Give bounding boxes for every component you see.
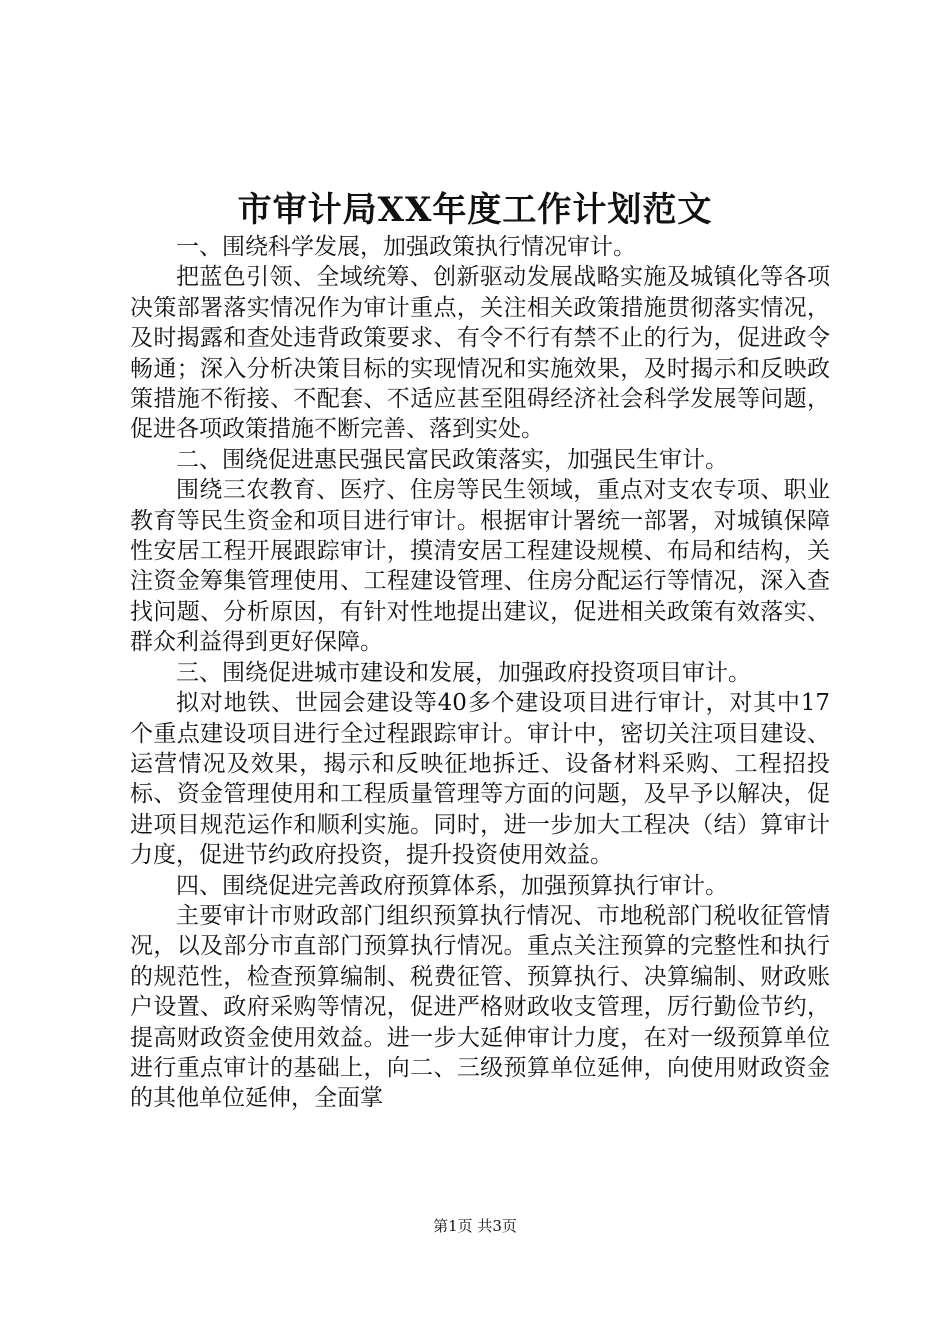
paragraph-2: 围绕三农教育、医疗、住房等民生领域，重点对支农专项、职业教育等民生资金和项目进行审计。根据审计署统一部署，对城镇保障性安居工程开展跟踪审计，摸清安居工程建设规模、布局和结构，关注资金筹集管理使用、工程建设管理、住房分配运行等情况，深入查找问题、分析原因，有针对性地提出建议，促进相关政策有效落实、群众利益得到更好保障。 [130,477,830,656]
page-number-footer: 第1页 共3页 [433,1217,517,1235]
document-title: 市审计局XX年度工作计划范文 [237,190,713,230]
section-heading-1: 一、围绕科学发展，加强政策执行情况审计。 [176,234,636,260]
document-body [130,232,830,1114]
paragraph-3: 拟对地铁、世园会建设等40多个建设项目进行审计，对其中17个重点建设项目进行全过程跟踪审计。审计中，密切关注项目建设、运营情况及效果，揭示和反映征地拆迁、设备材料采购、工程招投标、资金管理使用和工程质量管理等方面的问题，及早予以解决，促进项目规范运作和顺利实施。同时，进一步加大工程决（结）算审计力度，促进节约政府投资，提升投资使用效益。 [130,690,830,869]
paragraph-4: 主要审计市财政部门组织预算执行情况、市地税部门税收征管情况，以及部分市直部门预算执行情况。重点关注预算的完整性和执行的规范性，检查预算编制、税费征管、预算执行、决算编制、财政账户设置、政府采购等情况，促进严格财政收支管理，厉行勤俭节约，提高财政资金使用效益。进一步大延伸审计力度，在对一级预算单位进行重点审计的基础上，向二、三级预算单位延伸，向使用财政资金的其他单位延伸，全面掌 [130,902,830,1112]
section-heading-2: 二、围绕促进惠民强民富民政策落实，加强民生审计。 [176,446,728,473]
section-heading-3: 三、围绕促进城市建设和发展，加强政府投资项目审计。 [176,659,751,686]
section-heading-4: 四、围绕促进完善政府预算体系，加强预算执行审计。 [176,872,728,899]
paragraph-1: 把蓝色引领、全域统筹、创新驱动发展战略实施及城镇化等各项决策部署落实情况作为审计重点，关注相关政策措施贯彻落实情况，及时揭露和查处违背政策要求、有令不行有禁不止的行为，促进政令畅通；深入分析决策目标的实现情况和实施效果，及时揭示和反映政策措施不衔接、不配套、不适应甚至阻碍经济社会科学发展等问题，促进各项政策措施不断完善、落到实处。 [130,264,830,443]
